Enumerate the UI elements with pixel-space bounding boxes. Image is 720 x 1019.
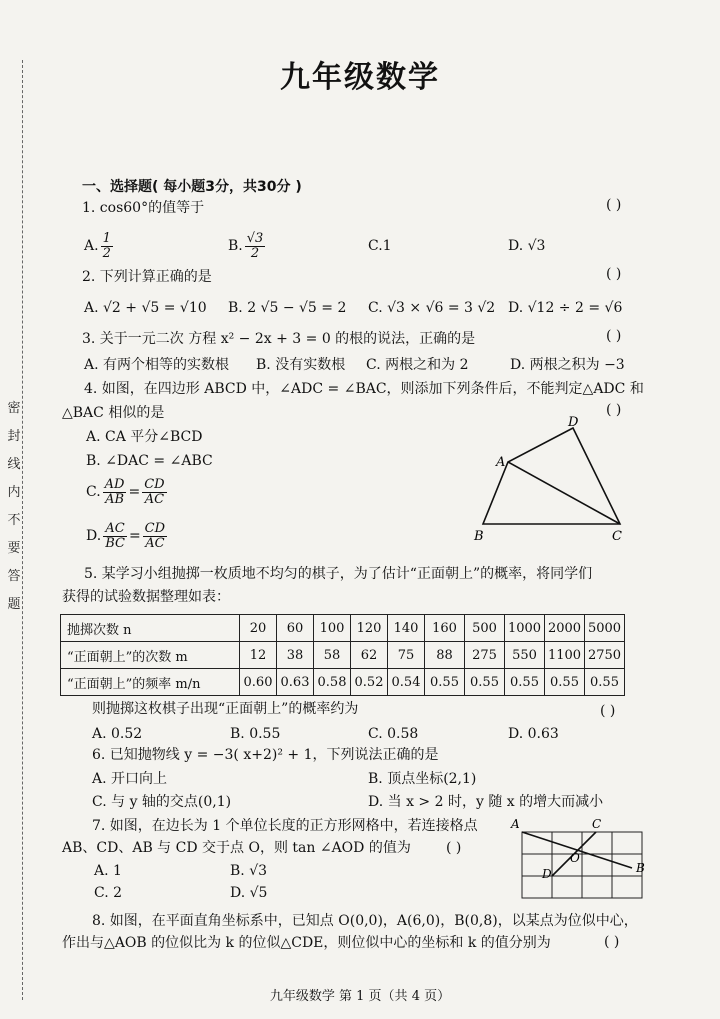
q7-answer-blank[interactable]: ( ) (446, 840, 462, 856)
table-cell: 500 (465, 615, 505, 642)
q7-option-d: D. √5 (230, 885, 268, 901)
q3-option-c: C. 两根之和为 2 (366, 357, 469, 373)
seal-char: 内 (7, 485, 21, 500)
table-cell: 0.55 (545, 669, 585, 696)
q7-grid-figure (508, 816, 658, 906)
q2-option-d: D. √12 ÷ 2 = √6 (508, 300, 623, 316)
table-cell: 0.55 (465, 669, 505, 696)
q5-stem-cont: 获得的试验数据整理如表： (62, 589, 230, 605)
table-cell: 0.55 (585, 669, 625, 696)
q7-stem: 7. 如图，在边长为 1 个单位长度的正方形网格中，若连接格点 (92, 818, 478, 834)
q4-quadrilateral-figure (470, 416, 660, 546)
section-heading: 一、选择题( 每小题3分，共30分 ) (82, 179, 302, 195)
q1-answer-blank[interactable]: ( ) (606, 197, 622, 213)
q5-option-d: D. 0.63 (508, 726, 559, 742)
seal-char: 封 (7, 429, 21, 444)
q1-stem: 1. cos60°的值等于 (82, 200, 205, 216)
q7-stem-cont: AB、CD、AB 与 CD 交于点 O，则 tan ∠AOD 的值为 (62, 840, 411, 856)
table-cell: 75 (388, 642, 425, 669)
table-cell: 0.60 (240, 669, 277, 696)
q2-option-b: B. 2 √5 − √5 = 2 (228, 300, 347, 316)
q5-option-b: B. 0.55 (230, 726, 281, 742)
q1-option-b: B. $\frac{√3}{2}$ (228, 230, 264, 261)
q3-option-d: D. 两根之积为 −3 (510, 357, 625, 373)
row-header: “正面朝上”的次数 m (61, 642, 240, 669)
q1-option-d: D. √3 (508, 238, 546, 254)
binding-margin-text (6, 395, 22, 619)
table-cell: 20 (240, 615, 277, 642)
q5-answer-blank[interactable]: ( ) (600, 703, 616, 719)
table-cell: 0.55 (425, 669, 465, 696)
q8-stem: 8. 如图，在平面直角坐标系中，已知点 O(0,0)，A(6,0)，B(0,8)，以某点为位似中心， (92, 913, 638, 929)
label-c: C (592, 817, 602, 831)
q5-question: 则抛掷这枚棋子出现“正面朝上”的概率约为 (92, 701, 359, 717)
table-cell: 0.55 (505, 669, 545, 696)
table-cell: 140 (388, 615, 425, 642)
table-cell: 58 (314, 642, 351, 669)
q7-option-a: A. 1 (94, 863, 122, 879)
q4-answer-blank[interactable]: ( ) (606, 402, 622, 418)
q6-option-c: C. 与 y 轴的交点(0,1) (92, 794, 232, 810)
q1-option-a: A. $\frac{1}{2}$ (84, 230, 111, 261)
table-cell: 88 (425, 642, 465, 669)
table-cell: 1000 (505, 615, 545, 642)
table-cell: 0.58 (314, 669, 351, 696)
table-cell: 12 (240, 642, 277, 669)
label-o: O (570, 851, 580, 865)
row-header: 抛掷次数 n (61, 615, 240, 642)
q6-option-a: A. 开口向上 (92, 771, 168, 787)
table-cell: 0.63 (277, 669, 314, 696)
q4-option-a: A. CA 平分∠BCD (86, 429, 203, 445)
table-cell: 5000 (585, 615, 625, 642)
seal-char: 要 (7, 541, 21, 556)
q8-answer-blank[interactable]: ( ) (604, 934, 620, 950)
q2-option-a: A. √2 + √5 = √10 (84, 300, 207, 316)
q5-data-table (60, 614, 625, 696)
q5-option-c: C. 0.58 (368, 726, 419, 742)
seal-char: 题 (7, 597, 21, 612)
table-row (61, 615, 625, 642)
table-cell: 62 (351, 642, 388, 669)
label-a: A (496, 455, 506, 470)
seal-char: 不 (7, 513, 21, 528)
label-d: D (568, 415, 579, 430)
seal-char: 答 (7, 569, 21, 584)
label-b: B (636, 861, 645, 875)
q5-stem: 5. 某学习小组抛掷一枚质地不均匀的棋子，为了估计“正面朝上”的概率，将同学们 (84, 566, 593, 582)
table-row (61, 669, 625, 696)
table-cell: 0.52 (351, 669, 388, 696)
table-cell: 0.54 (388, 669, 425, 696)
q3-option-b: B. 没有实数根 (256, 357, 346, 373)
table-row (61, 642, 625, 669)
q7-option-c: C. 2 (94, 885, 123, 901)
q6-stem: 6. 已知抛物线 y = −3( x+2)² + 1，下列说法正确的是 (92, 747, 439, 763)
diagonal-ac (508, 462, 620, 524)
q8-stem-cont: 作出与△AOB 的位似比为 k 的位似△CDE，则位似中心的坐标和 k 的值分别为 (62, 935, 551, 951)
q2-answer-blank[interactable]: ( ) (606, 266, 622, 282)
q2-option-c: C. √3 × √6 = 3 √2 (368, 300, 496, 316)
q6-option-b: B. 顶点坐标(2,1) (368, 771, 477, 787)
q4-option-b: B. ∠DAC = ∠ABC (86, 453, 213, 469)
q4-stem: 4. 如图，在四边形 ABCD 中，∠ADC = ∠BAC，则添加下列条件后，不能判定△ADC 和 (84, 381, 644, 397)
q4-stem-cont: △BAC 相似的是 (62, 405, 165, 421)
seal-char: 密 (7, 401, 21, 416)
q6-option-d: D. 当 x > 2 时，y 随 x 的增大而减小 (368, 794, 604, 810)
q2-stem: 2. 下列计算正确的是 (82, 269, 212, 285)
table-cell: 120 (351, 615, 388, 642)
label-c: C (612, 529, 622, 544)
q7-option-b: B. √3 (230, 863, 268, 879)
table-cell: 100 (314, 615, 351, 642)
table-cell: 2000 (545, 615, 585, 642)
table-cell: 550 (505, 642, 545, 669)
q1-option-c: C.1 (368, 238, 392, 254)
q4-option-d: D. $\frac{AC}{BC}$ = $\frac{CD}{AC}$ (86, 520, 166, 551)
q3-answer-blank[interactable]: ( ) (606, 328, 622, 344)
table-cell: 160 (425, 615, 465, 642)
label-d: D (542, 867, 552, 881)
table-cell: 60 (277, 615, 314, 642)
q5-option-a: A. 0.52 (92, 726, 143, 742)
q3-option-a: A. 有两个相等的实数根 (84, 357, 230, 373)
q4-option-c: C. $\frac{AD}{AB}$ = $\frac{CD}{AC}$ (86, 476, 165, 507)
table-cell: 38 (277, 642, 314, 669)
page-footer: 九年级数学 第 1 页（共 4 页） (269, 989, 451, 1004)
label-b: B (474, 529, 484, 544)
table-cell: 2750 (585, 642, 625, 669)
label-a: A (511, 817, 520, 831)
page-title: 九年级数学 (280, 60, 440, 95)
seal-char: 线 (7, 457, 21, 472)
row-header: “正面朝上”的频率 m/n (61, 669, 240, 696)
quad-abcd (483, 428, 620, 524)
table-cell: 1100 (545, 642, 585, 669)
binding-line (22, 60, 23, 1000)
q3-stem: 3. 关于一元二次 方程 x² − 2x + 3 = 0 的根的说法，正确的是 (82, 331, 476, 347)
table-cell: 275 (465, 642, 505, 669)
